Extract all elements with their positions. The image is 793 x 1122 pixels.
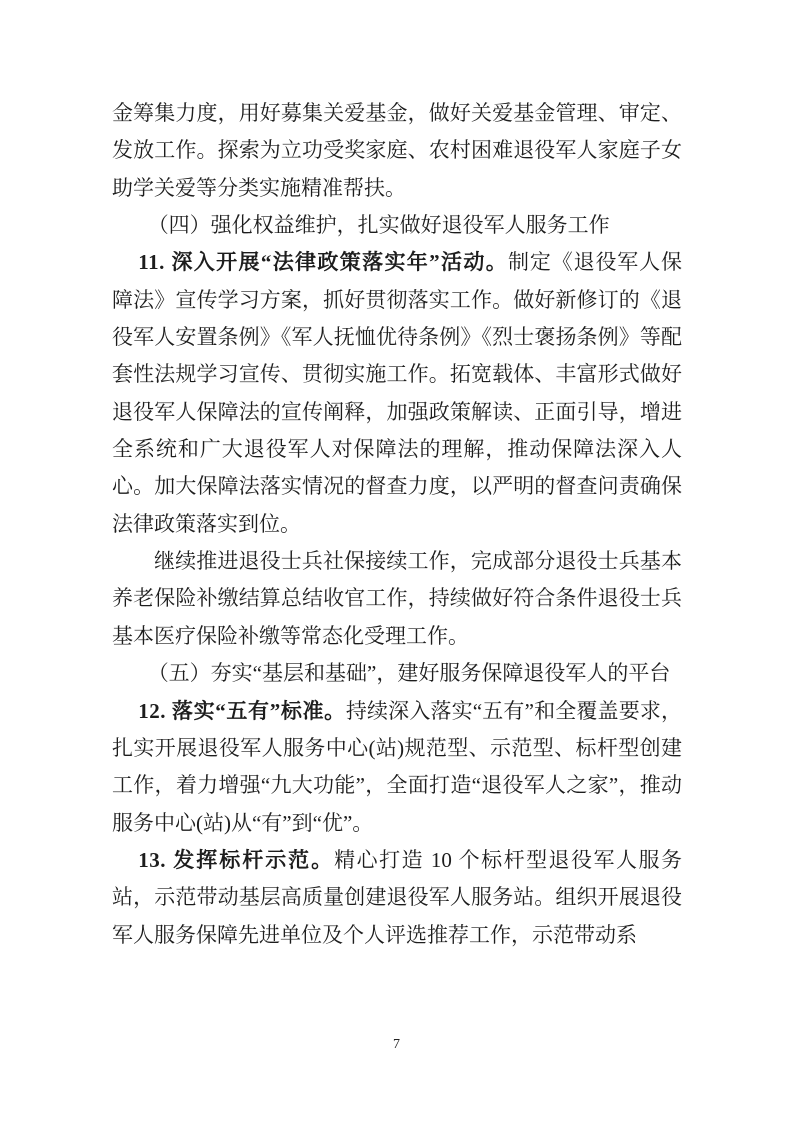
paragraph-social-insurance: 继续推进退役士兵社保接续工作，完成部分退役士兵基本养老保险补缴结算总结收官工作，持续做好符合条件退役士兵基本医疗保险补缴等常态化受理工作。: [112, 549, 682, 648]
document-body: [112, 95, 682, 954]
item-11-body: 制定《退役军人保障法》宣传学习方案，抓好贯彻落实工作。做好新修订的《退役军人安置条例》《军人抚恤优待条例》《烈士褒扬条例》等配套性法规学习宣传、贯彻实施工作。拓宽载体、丰富形式做好退役军人保障法的宣传阐释，加强政策解读、正面引导，增进全系统和广大退役军人对保障法的理解，推动保障法深入人心。加大保障法落实情况的督查力度，以严明的督查问责确保法律政策落实到位。: [112, 250, 682, 536]
section-heading-4: （四）强化权益维护，扎实做好退役军人服务工作: [147, 213, 610, 238]
section-heading-5: （五）夯实“基层和基础”，建好服务保障退役军人的平台: [147, 661, 671, 686]
paragraph-item-13: [112, 842, 682, 954]
paragraph-item-12: [112, 693, 682, 842]
item-13-lead: 13. 发挥标杆示范。: [138, 847, 335, 872]
item-12-lead: 12. 落实“五有”标准。: [138, 698, 346, 723]
paragraph-carryover: 金筹集力度，用好募集关爱基金，做好关爱基金管理、审定、发放工作。探索为立功受奖家庭、农村困难退役军人家庭子女助学关爱等分类实施精准帮扶。: [112, 101, 682, 200]
item-11-lead: 11. 深入开展“法律政策落实年”活动。: [138, 250, 509, 275]
paragraph-item-11: [112, 244, 682, 543]
item-12-body: 持续深入落实“五有”和全覆盖要求，扎实开展退役军人服务中心(站)规范型、示范型、标杆型创建工作，着力增强“九大功能”，全面打造“退役军人之家”，推动服务中心(站)从“有”到“优”。: [112, 698, 683, 835]
item-13-body: 精心打造 10 个标杆型退役军人服务站，示范带动基层高质量创建退役军人服务站。组织开展退役军人服务保障先进单位及个人评选推荐工作，示范带动系: [112, 847, 683, 947]
page-number: 7: [393, 1037, 400, 1052]
